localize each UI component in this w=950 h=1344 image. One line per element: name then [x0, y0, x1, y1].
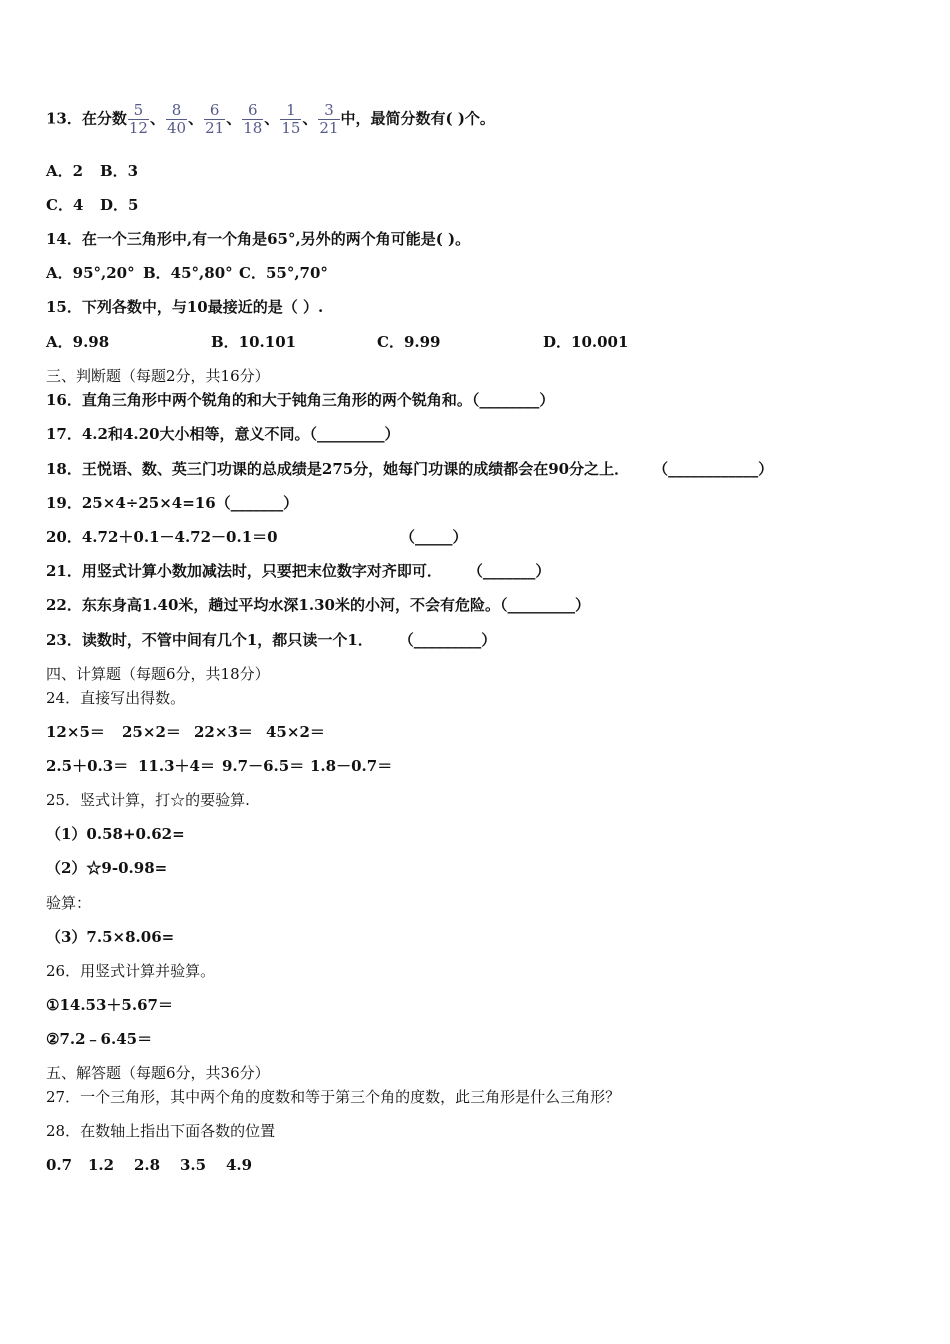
calc-item: 12×5＝: [46, 723, 105, 741]
number-item: 4.9: [226, 1156, 253, 1174]
q13-prefix: 13．在分数: [46, 109, 127, 128]
answer-blank: （________）: [471, 391, 555, 409]
number-item: 0.7: [46, 1156, 73, 1174]
answer-blank: （_________）: [309, 425, 400, 443]
section-5-heading: 五、解答题（每题6分，共36分）: [46, 1064, 270, 1082]
q24-row2: [46, 756, 392, 776]
question-26: 26．用竖式计算并验算。: [46, 962, 216, 980]
question-20: 20．4.72＋0.1－4.72－0.1＝0 （_____）: [46, 528, 468, 546]
answer-blank: （_______）: [215, 494, 299, 512]
answer-blank: （_________）: [398, 631, 497, 649]
question-24: 24．直接写出得数。: [46, 689, 186, 707]
option-b: B．10.101: [211, 333, 297, 351]
q13-options-row2: [46, 195, 138, 215]
q15-options: [46, 332, 628, 352]
question-15: 15．下列各数中，与10最接近的是（ ）.: [46, 298, 324, 316]
question-28: 28．在数轴上指出下面各数的位置: [46, 1122, 276, 1140]
question-21: 21．用竖式计算小数加减法时，只要把末位数字对齐即可． （_______）: [46, 562, 551, 580]
question-27: 27．一个三角形，其中两个角的度数和等于第三个角的度数，此三角形是什么三角形？: [46, 1088, 621, 1106]
question-17: 17．4.2和4.20大小相等，意义不同。（_________）: [46, 425, 400, 443]
question-23: 23．读数时，不管中间有几个1，都只读一个1． （_________）: [46, 631, 497, 649]
fraction: $\frac{6}{21}$: [205, 101, 225, 137]
question-25: 25．竖式计算，打☆的要验算.: [46, 791, 250, 809]
calc-item: 1.8－0.7＝: [310, 757, 393, 775]
option-b: B．45°,80°: [143, 264, 233, 282]
q14-options: [46, 263, 328, 283]
q26-item-2: ②7.2﹣6.45＝: [46, 1030, 153, 1048]
answer-blank: （_______）: [467, 562, 551, 580]
option-b: B．3: [100, 162, 139, 180]
fraction: $\frac{3}{21}$: [319, 101, 339, 137]
section-3-heading: 三、判断题（每题2分，共16分）: [46, 367, 270, 385]
number-item: 2.8: [134, 1156, 161, 1174]
q13-options-row1: [46, 161, 138, 181]
q25-item-2: （2）☆9-0.98=: [46, 859, 168, 877]
option-d: D．5: [100, 196, 139, 214]
question-22: 22．东东身高1.40米，趟过平均水深1.30米的小河，不会有危险。（_________）: [46, 596, 590, 614]
q28-numbers: [46, 1155, 252, 1175]
q25-check-label: 验算：: [46, 894, 92, 912]
option-c: C．55°,70°: [239, 264, 328, 282]
number-item: 1.2: [88, 1156, 115, 1174]
option-d: D．10.001: [543, 333, 629, 351]
q25-item-1: （1）0.58+0.62=: [46, 825, 185, 843]
fraction: $\frac{5}{12}$: [128, 101, 148, 137]
fraction: $\frac{1}{15}$: [281, 101, 301, 137]
question-16: 16．直角三角形中两个锐角的和大于钝角三角形的两个锐角和。（________）: [46, 391, 555, 409]
calc-item: 2.5＋0.3＝: [46, 757, 129, 775]
question-13: 13．在分数 $\frac{5}{12}$ 、 $\frac{8}{40}$ 、 $\frac{6}{21}$ 、 $\frac{6}{18}$ 、 $\frac{1}{15}$ 、 $\frac{3}{21}$ 中，最简分数有( )个。: [46, 101, 495, 137]
answer-blank: （_________）: [499, 596, 590, 614]
option-a: A．95°,20°: [46, 264, 135, 282]
number-item: 3.5: [180, 1156, 207, 1174]
q26-item-1: ①14.53＋5.67＝: [46, 996, 173, 1014]
calc-item: 11.3＋4＝: [138, 757, 215, 775]
option-a: A．2: [46, 162, 84, 180]
option-c: C．4: [46, 196, 84, 214]
calc-item: 25×2＝: [122, 723, 181, 741]
calc-item: 22×3＝: [194, 723, 253, 741]
answer-blank: （_____）: [400, 528, 468, 546]
fraction: $\frac{6}{18}$: [243, 101, 263, 137]
section-4-heading: 四、计算题（每题6分，共18分）: [46, 665, 270, 683]
q24-row1: [46, 722, 325, 742]
option-a: A．9.98: [46, 333, 110, 351]
answer-blank: （____________）: [653, 460, 774, 478]
question-14: 14．在一个三角形中,有一个角是65°,另外的两个角可能是( )。: [46, 230, 471, 248]
question-19: 19．25×4÷25×4=16（_______）: [46, 494, 299, 512]
calc-item: 9.7－6.5＝: [222, 757, 305, 775]
q25-item-3: （3）7.5×8.06=: [46, 928, 175, 946]
calc-item: 45×2＝: [266, 723, 325, 741]
fraction: $\frac{8}{40}$: [166, 101, 187, 137]
option-c: C．9.99: [377, 333, 441, 351]
question-18: 18．王悦语、数、英三门功课的总成绩是275分，她每门功课的成绩都会在90分之上． （____________）: [46, 460, 774, 478]
q13-suffix: 中，最简分数有( )个。: [340, 109, 495, 128]
